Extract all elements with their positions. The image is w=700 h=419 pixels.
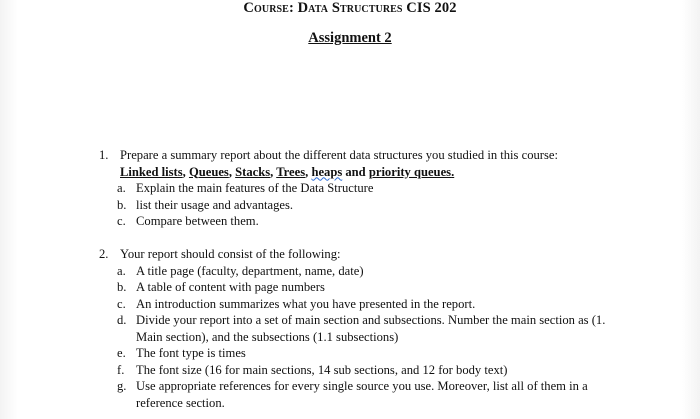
course-name: : Data Structures: [288, 0, 403, 16]
item-number: 1.: [99, 148, 109, 162]
topic-queues: Queues: [188, 164, 229, 179]
topic-heaps: heaps: [311, 164, 343, 179]
course-header: [0, 0, 700, 17]
sub-item: b. A table of content with page numbers: [117, 280, 325, 294]
sub-item: c. An introduction summarizes what you have presented in the report.: [117, 296, 476, 311]
item-number: 2.: [99, 247, 109, 261]
course-code: CIS 202: [402, 0, 457, 16]
sub-item: a. Explain the main features of the Data Structure: [117, 181, 374, 195]
assignment-title: Assignment 2: [308, 30, 392, 46]
topics-line: Linked lists, Queues, Stacks, Trees, heaps and priority queues.: [120, 164, 455, 179]
topic-priority-queues: priority queues: [368, 164, 452, 179]
item-text: Your report should consist of the following:: [120, 247, 341, 261]
topic-stacks: Stacks: [235, 164, 271, 179]
sub-item: a. A title page (faculty, department, name, date): [117, 263, 364, 278]
sub-item: f. The font size (16 for main sections, 14 sub sections, and 12 for body text): [117, 362, 508, 377]
topic-trees: Trees: [276, 164, 306, 179]
topic-linked-lists: Linked lists: [120, 164, 183, 179]
sub-item: c. Compare between them.: [117, 214, 259, 228]
list-item: [96, 147, 606, 180]
sub-item: d. Divide your report into a set of main section and subsections. Number the main section as (1. Main section), and the subsections (1.1 subsections): [117, 313, 606, 344]
list-item: [96, 246, 606, 263]
assignment-item-2: [96, 246, 606, 411]
sub-item: e. The font type is times: [117, 346, 246, 360]
sub-item: b. list their usage and advantages.: [117, 197, 294, 212]
sub-item: g. Use appropriate references for every single source you use. Moreover, list all of them in a reference section.: [117, 379, 588, 410]
course-label: Course: [243, 0, 289, 16]
assignment-item-1: [96, 147, 606, 230]
item-text: Prepare a summary report about the different data structures you studied in this course:: [120, 148, 558, 162]
